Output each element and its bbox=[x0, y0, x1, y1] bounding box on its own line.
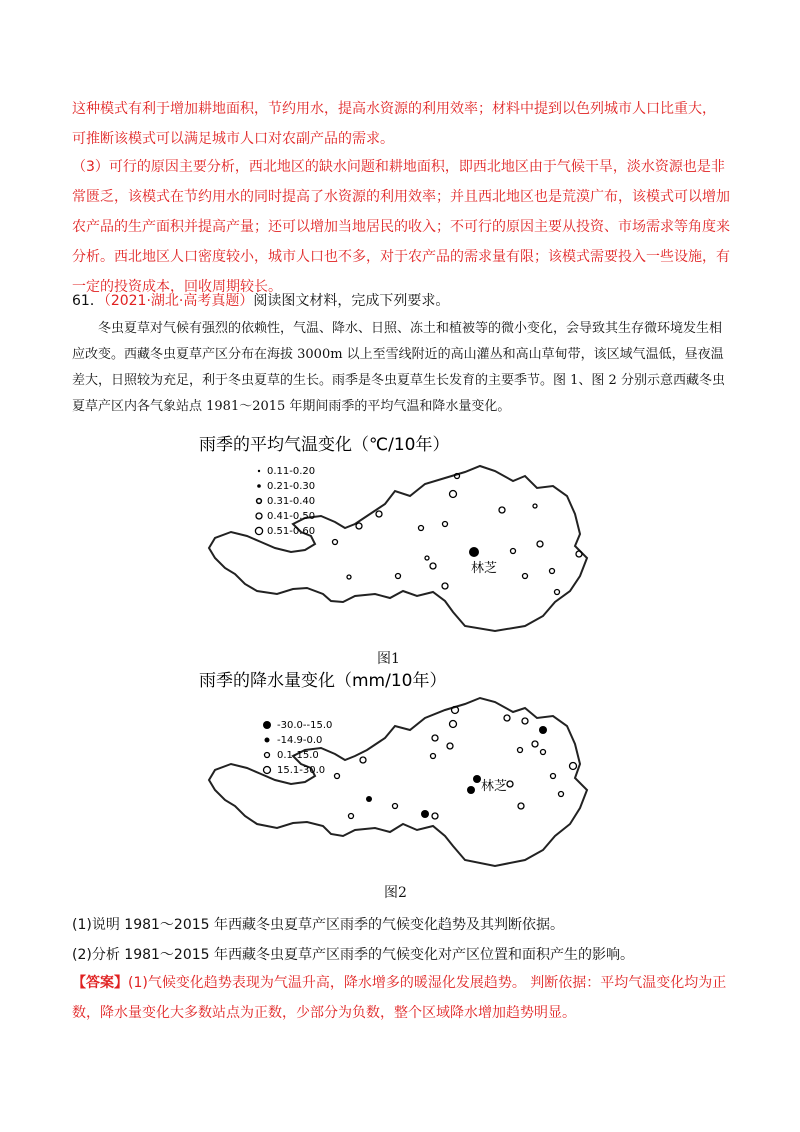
legend-marker-2 bbox=[257, 484, 261, 488]
figure-1-caption: 图1 bbox=[377, 651, 400, 667]
legend-marker-2 bbox=[265, 738, 270, 743]
legend-marker-4 bbox=[264, 767, 271, 774]
legend-marker-3 bbox=[265, 753, 270, 758]
legend-marker-1 bbox=[263, 721, 271, 729]
question-header bbox=[72, 286, 732, 316]
question-number: 61． bbox=[72, 293, 104, 309]
figure-1-map bbox=[195, 426, 605, 638]
linzhi-label: 林芝 bbox=[471, 561, 498, 576]
linzhi-marker bbox=[473, 775, 481, 783]
legend-label-1: -30.0--15.0 bbox=[277, 720, 333, 731]
legend-marker-3 bbox=[257, 499, 262, 504]
figure-2-title: 雨季的降水量变化（mm/10年） bbox=[199, 671, 447, 691]
question-prompt: 阅读图文材料，完成下列要求。 bbox=[253, 293, 450, 309]
legend-marker-4 bbox=[256, 513, 262, 519]
answer-line-1: 这种模式有利于增加耕地面积，节约用水，提高水资源的利用效率；材料中提到以色列城市人口比重大， bbox=[72, 101, 716, 117]
question-1: (1)说明 1981～2015 年西藏冬虫夏草产区雨季的气候变化趋势及其判断依据。 bbox=[72, 917, 564, 933]
legend-label-3: 0.1-15.0 bbox=[277, 750, 319, 761]
figure-2-caption: 图2 bbox=[384, 885, 407, 901]
legend-label-1: 0.11-0.20 bbox=[267, 466, 316, 477]
linzhi-marker bbox=[469, 547, 479, 557]
question-source: （2021·湖北·高考真题） bbox=[103, 293, 254, 309]
linzhi-label: 林芝 bbox=[481, 779, 508, 794]
figure-2-map bbox=[195, 666, 605, 878]
answer-text: (1)气候变化趋势表现为气温升高，降水增多的暖湿化发展趋势。 判断依据：平均气温变化均为正数，降水量变化大多数站点为正数，少部分为负数，整个区域降水增加趋势明显。 bbox=[72, 975, 727, 1021]
answer-tag: 【答案】 bbox=[72, 975, 128, 991]
answer-para-3: （3）可行的原因主要分析，西北地区的缺水问题和耕地面积，即西北地区由于气候干旱，淡水资源也是非常匮乏，该模式在节约用水的同时提高了水资源的利用效率；并且西北地区也是荒漠广布，该模式可以增加农产品的生产面积并提高产量；还可以增加当地居民的收入；不可行的原因主要从投资、市场需求等角度来分析。西北地区人口密度较小，城市人口也不多，对于农产品的需求量有限；该模式需要投入一些设施，有一定的投资成本，回收周期较长。 bbox=[72, 159, 730, 295]
material-text: 冬虫夏草对气候有强烈的依赖性，气温、降水、日照、冻土和植被等的微小变化，会导致其生存微环境发生相应改变。西藏冬虫夏草产区分布在海拔 3000m 以上至雪线附近的高山灌丛和高山草甸带，该区域气温低，昼夜温差大，日照较为充足，利于冬虫夏草的生长。雨季是冬虫夏草生长发育的主要季节。图 1、图 2 分别示意西藏冬虫夏草产区内各气象站点 1981～2015 年期间雨季的平均气温和降水量变化。 bbox=[72, 321, 725, 414]
legend-label-4: 0.41-0.50 bbox=[267, 511, 316, 522]
question-2: (2)分析 1981～2015 年西藏冬虫夏草产区雨季的气候变化对产区位置和面积产生的影响。 bbox=[72, 947, 634, 963]
answer-line-2: 可推断该模式可以满足城市人口对农副产品的需求。 bbox=[72, 131, 394, 147]
legend-label-3: 0.31-0.40 bbox=[267, 496, 316, 507]
legend-marker-1 bbox=[258, 470, 260, 472]
linzhi-marker-2 bbox=[467, 786, 475, 794]
legend-label-2: 0.21-0.30 bbox=[267, 481, 316, 492]
region-outline bbox=[209, 466, 587, 631]
legend-label-2: -14.9-0.0 bbox=[277, 735, 323, 746]
legend-label-4: 15.1-30.0 bbox=[277, 765, 326, 776]
answer-block bbox=[72, 968, 732, 1028]
figure-1-title: 雨季的平均气温变化（℃/10年） bbox=[199, 435, 450, 455]
legend-label-5: 0.51-0.60 bbox=[267, 526, 316, 537]
legend-marker-5 bbox=[255, 527, 262, 534]
